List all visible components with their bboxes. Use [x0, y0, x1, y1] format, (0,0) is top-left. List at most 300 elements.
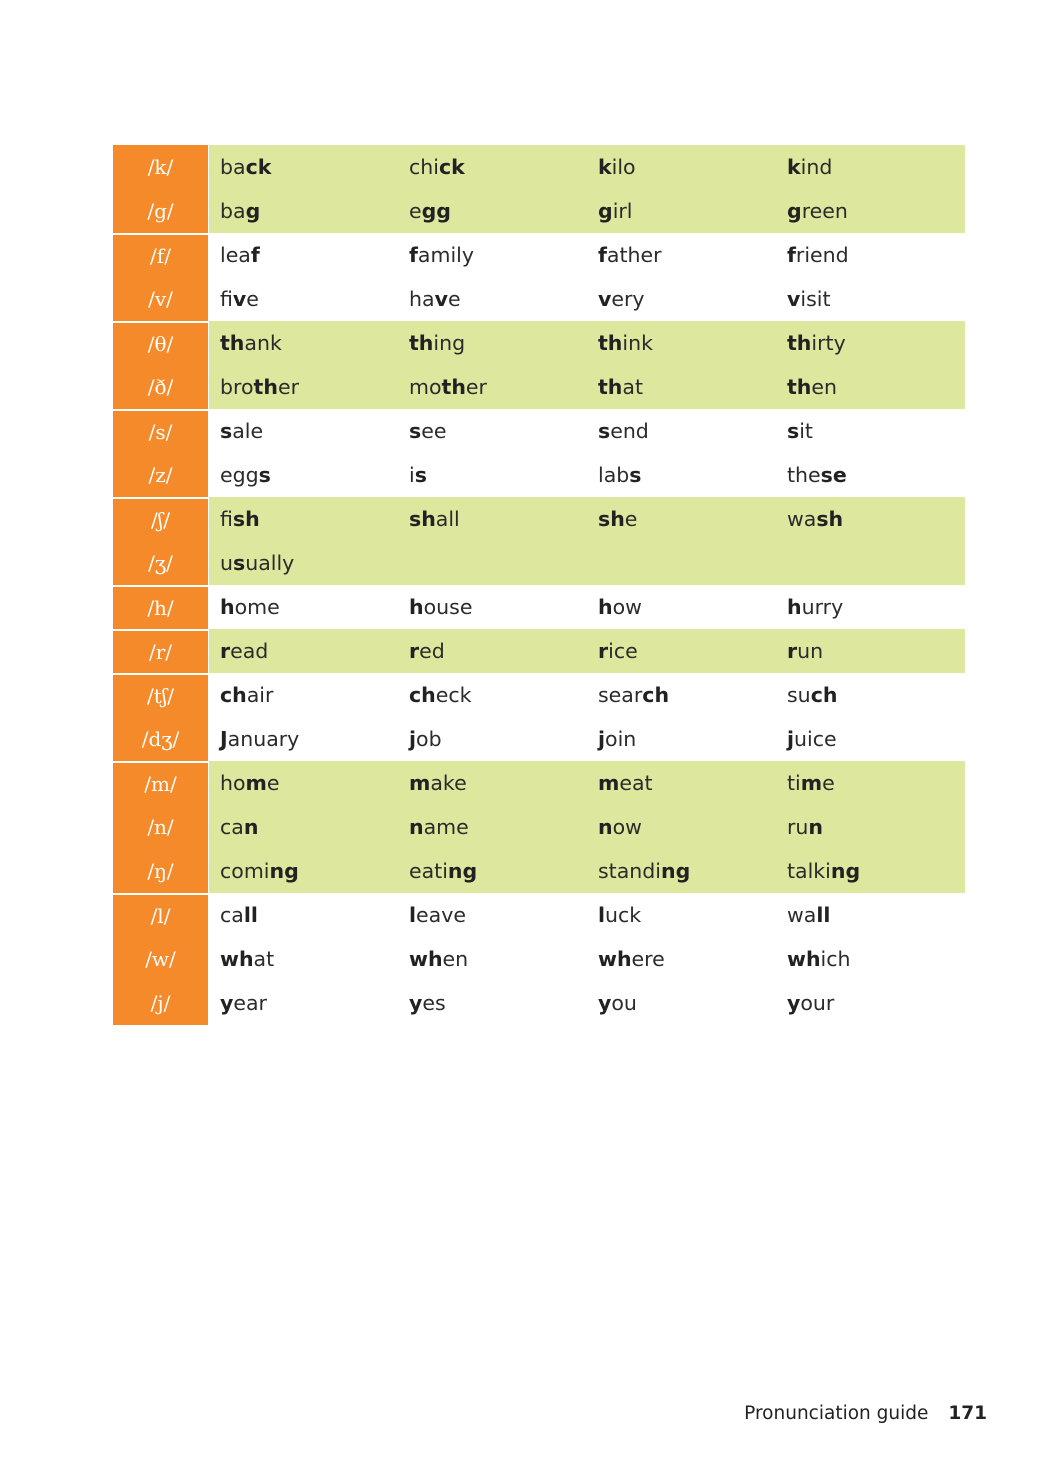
word-part: er — [465, 375, 487, 399]
highlighted-letters: gg — [421, 199, 451, 223]
example-word — [209, 409, 398, 453]
table-row — [113, 497, 964, 541]
highlighted-letters: ck — [438, 155, 465, 179]
word-part: bro — [220, 375, 254, 399]
footer-title: Pronunciation guide — [744, 1403, 929, 1424]
table-row — [113, 365, 964, 409]
example-word — [776, 365, 965, 409]
example-word — [587, 277, 776, 321]
highlighted-letters: l — [409, 903, 417, 927]
example-words — [209, 321, 965, 365]
highlighted-letters: r — [220, 639, 231, 663]
example-words — [209, 805, 965, 849]
word-part: ere — [631, 947, 665, 971]
highlighted-letters: s — [220, 419, 233, 443]
example-word — [209, 673, 398, 717]
word-part: en — [442, 947, 469, 971]
table-row — [113, 145, 964, 189]
table-row — [113, 981, 964, 1025]
highlighted-letters: s — [258, 463, 271, 487]
example-words — [209, 453, 965, 497]
word-part: uice — [794, 727, 837, 751]
highlighted-letters: f — [787, 243, 796, 267]
example-word — [587, 453, 776, 497]
highlighted-letters: v — [598, 287, 612, 311]
example-word — [209, 453, 398, 497]
word-part: our — [800, 991, 835, 1015]
word-part: ank — [244, 331, 282, 355]
highlighted-letters: h — [598, 595, 613, 619]
example-word — [776, 673, 965, 717]
word-part: eck — [435, 683, 472, 707]
highlighted-letters: y — [409, 991, 423, 1015]
highlighted-letters: th — [409, 331, 434, 355]
example-word — [587, 761, 776, 805]
word-part: end — [610, 419, 649, 443]
phoneme-symbol: /z/ — [113, 453, 208, 497]
highlighted-letters: wh — [220, 947, 254, 971]
example-word — [587, 145, 776, 189]
table-row — [113, 805, 964, 849]
table-row — [113, 321, 964, 365]
sound-group — [113, 629, 964, 673]
word-part: at — [253, 947, 275, 971]
word-part: fi — [220, 287, 233, 311]
example-word — [398, 409, 587, 453]
word-part: ear — [233, 991, 267, 1015]
highlighted-letters: n — [243, 815, 259, 839]
word-part: it — [799, 419, 813, 443]
word-part: ca — [220, 815, 244, 839]
example-words — [209, 145, 965, 189]
example-word — [209, 233, 398, 277]
word-part: urry — [801, 595, 844, 619]
highlighted-letters: ck — [245, 155, 272, 179]
word-part: ich — [820, 947, 851, 971]
word-part: ome — [234, 595, 280, 619]
example-word — [587, 365, 776, 409]
example-word — [776, 409, 965, 453]
example-word — [587, 233, 776, 277]
example-words — [209, 189, 965, 233]
word-part: comi — [220, 859, 270, 883]
example-word — [209, 717, 398, 761]
example-word — [398, 189, 587, 233]
example-word — [209, 145, 398, 189]
highlighted-letters: y — [598, 991, 612, 1015]
example-word — [209, 321, 398, 365]
highlighted-letters: th — [441, 375, 466, 399]
table-row — [113, 849, 964, 893]
highlighted-letters: sh — [409, 507, 436, 531]
highlighted-letters: h — [220, 595, 235, 619]
example-words — [209, 409, 965, 453]
highlighted-letters: r — [598, 639, 609, 663]
highlighted-letters: n — [409, 815, 424, 839]
example-words — [209, 761, 965, 805]
word-part: standi — [598, 859, 661, 883]
example-word — [209, 277, 398, 321]
example-words — [209, 893, 965, 937]
example-word — [209, 541, 398, 585]
table-row — [113, 409, 964, 453]
phoneme-symbol: /ð/ — [113, 365, 208, 409]
word-part: ing — [433, 331, 466, 355]
highlighted-letters: ch — [810, 683, 838, 707]
highlighted-letters: th — [598, 331, 623, 355]
phoneme-symbol: /θ/ — [113, 321, 208, 365]
word-part: ee — [421, 419, 447, 443]
word-part: eat — [619, 771, 653, 795]
example-words — [209, 277, 965, 321]
example-word — [776, 761, 965, 805]
example-word — [587, 981, 776, 1025]
example-word — [776, 145, 965, 189]
highlighted-letters: j — [787, 727, 795, 751]
highlighted-letters: j — [598, 727, 606, 751]
word-part: ually — [245, 551, 295, 575]
word-part: ob — [416, 727, 442, 751]
example-word — [776, 981, 965, 1025]
table-row — [113, 629, 964, 673]
word-part: i — [409, 463, 415, 487]
example-word — [587, 629, 776, 673]
word-part: e — [447, 287, 461, 311]
table-row — [113, 277, 964, 321]
example-word — [398, 541, 587, 585]
highlighted-letters: sh — [816, 507, 844, 531]
example-word — [776, 321, 965, 365]
example-words — [209, 365, 965, 409]
highlighted-letters: sh — [232, 507, 260, 531]
example-word — [209, 937, 398, 981]
word-part: chi — [409, 155, 439, 179]
example-words — [209, 717, 965, 761]
example-words — [209, 937, 965, 981]
example-word — [776, 541, 965, 585]
word-part: ti — [787, 771, 801, 795]
highlighted-letters: th — [598, 375, 623, 399]
example-word — [776, 453, 965, 497]
phoneme-symbol: /j/ — [113, 981, 208, 1025]
highlighted-letters: m — [598, 771, 620, 795]
highlighted-letters: th — [787, 331, 812, 355]
example-word — [398, 453, 587, 497]
table-row — [113, 673, 964, 717]
example-word — [398, 893, 587, 937]
example-word — [587, 673, 776, 717]
highlighted-letters: g — [245, 199, 261, 223]
word-part: talki — [787, 859, 831, 883]
table-row — [113, 717, 964, 761]
example-word — [398, 805, 587, 849]
sound-group — [113, 321, 964, 409]
example-word — [776, 893, 965, 937]
phoneme-symbol: /g/ — [113, 189, 208, 233]
word-part: e — [822, 771, 835, 795]
example-word — [398, 629, 587, 673]
sound-group — [113, 585, 964, 629]
highlighted-letters: s — [629, 463, 642, 487]
highlighted-letters: g — [787, 199, 802, 223]
example-word — [209, 585, 398, 629]
example-word — [587, 937, 776, 981]
phoneme-symbol: /r/ — [113, 629, 208, 673]
highlighted-letters: y — [787, 991, 801, 1015]
highlighted-letters: f — [409, 243, 418, 267]
example-words — [209, 233, 965, 277]
example-word — [587, 321, 776, 365]
phoneme-symbol: /s/ — [113, 409, 208, 453]
example-word — [587, 893, 776, 937]
table-row — [113, 937, 964, 981]
pronunciation-table — [113, 145, 964, 1025]
word-part: es — [422, 991, 446, 1015]
highlighted-letters: ll — [243, 903, 258, 927]
example-word — [398, 849, 587, 893]
example-word — [209, 189, 398, 233]
example-word — [587, 805, 776, 849]
example-word — [587, 189, 776, 233]
highlighted-letters: m — [245, 771, 267, 795]
highlighted-letters: r — [409, 639, 420, 663]
example-words — [209, 981, 965, 1025]
word-part: ink — [622, 331, 653, 355]
word-part: wa — [787, 903, 817, 927]
highlighted-letters: th — [220, 331, 245, 355]
example-word — [209, 629, 398, 673]
example-word — [209, 981, 398, 1025]
word-part: fi — [220, 507, 233, 531]
word-part: isit — [800, 287, 831, 311]
example-word — [587, 849, 776, 893]
example-word — [776, 849, 965, 893]
table-row — [113, 761, 964, 805]
highlighted-letters: g — [598, 199, 613, 223]
word-part: e — [266, 771, 280, 795]
example-word — [587, 717, 776, 761]
phoneme-symbol: /n/ — [113, 805, 208, 849]
highlighted-letters: h — [787, 595, 802, 619]
page-footer — [744, 1403, 987, 1424]
word-part: ind — [800, 155, 833, 179]
example-word — [587, 585, 776, 629]
sound-group — [113, 233, 964, 321]
word-part: amily — [417, 243, 474, 267]
example-word — [776, 233, 965, 277]
table-row — [113, 541, 964, 585]
example-word — [398, 761, 587, 805]
sound-group — [113, 497, 964, 585]
word-part: air — [246, 683, 274, 707]
example-word — [776, 805, 965, 849]
highlighted-letters: m — [409, 771, 431, 795]
table-row — [113, 893, 964, 937]
example-word — [587, 409, 776, 453]
word-part: en — [811, 375, 838, 399]
highlighted-letters: wh — [787, 947, 821, 971]
highlighted-letters: ng — [447, 859, 478, 883]
word-part: ead — [230, 639, 269, 663]
phoneme-symbol: /m/ — [113, 761, 208, 805]
word-part: at — [622, 375, 644, 399]
example-word — [398, 673, 587, 717]
example-word — [776, 277, 965, 321]
highlighted-letters: J — [220, 727, 228, 751]
table-row — [113, 233, 964, 277]
phoneme-symbol: /ŋ/ — [113, 849, 208, 893]
highlighted-letters: v — [787, 287, 801, 311]
highlighted-letters: j — [409, 727, 417, 751]
highlighted-letters: ng — [660, 859, 691, 883]
word-part: er — [277, 375, 299, 399]
highlighted-letters: ch — [409, 683, 436, 707]
phoneme-symbol: /ʃ/ — [113, 497, 208, 541]
word-part: ed — [419, 639, 445, 663]
example-words — [209, 585, 965, 629]
word-part: ale — [232, 419, 264, 443]
example-word — [398, 233, 587, 277]
word-part: uck — [605, 903, 642, 927]
phoneme-symbol: /h/ — [113, 585, 208, 629]
word-part: su — [787, 683, 811, 707]
example-word — [398, 937, 587, 981]
highlighted-letters: n — [808, 815, 824, 839]
word-part: eave — [416, 903, 466, 927]
word-part: ilo — [611, 155, 636, 179]
example-word — [209, 849, 398, 893]
highlighted-letters: ng — [830, 859, 861, 883]
example-word — [776, 497, 965, 541]
example-word — [776, 585, 965, 629]
sound-group — [113, 673, 964, 761]
example-word — [209, 497, 398, 541]
word-part: ba — [220, 199, 246, 223]
highlighted-letters: ch — [642, 683, 670, 707]
highlighted-letters: se — [820, 463, 847, 487]
word-part: e — [624, 507, 638, 531]
word-part: e — [246, 287, 259, 311]
highlighted-letters: sh — [598, 507, 625, 531]
example-word — [209, 893, 398, 937]
word-part: mo — [409, 375, 442, 399]
sound-group — [113, 409, 964, 497]
highlighted-letters: th — [787, 375, 812, 399]
word-part: riend — [795, 243, 849, 267]
highlighted-letters: y — [220, 991, 234, 1015]
highlighted-letters: th — [253, 375, 278, 399]
highlighted-letters: ng — [269, 859, 299, 883]
example-word — [398, 717, 587, 761]
example-word — [587, 541, 776, 585]
example-words — [209, 849, 965, 893]
example-words — [209, 629, 965, 673]
word-part: ba — [220, 155, 246, 179]
example-word — [398, 277, 587, 321]
highlighted-letters: s — [414, 463, 427, 487]
example-word — [587, 497, 776, 541]
example-word — [209, 805, 398, 849]
word-part: ho — [220, 771, 246, 795]
highlighted-letters: v — [232, 287, 247, 311]
word-part: lab — [598, 463, 630, 487]
word-part: ather — [606, 243, 662, 267]
word-part: e — [409, 199, 422, 223]
highlighted-letters: wh — [409, 947, 443, 971]
example-word — [209, 761, 398, 805]
highlighted-letters: s — [233, 551, 246, 575]
phoneme-symbol: /dʒ/ — [113, 717, 208, 761]
example-word — [398, 585, 587, 629]
word-part: ou — [611, 991, 637, 1015]
word-part: lea — [220, 243, 251, 267]
example-word — [398, 321, 587, 365]
word-part: reen — [801, 199, 848, 223]
phoneme-symbol: /k/ — [113, 145, 208, 189]
phoneme-symbol: /w/ — [113, 937, 208, 981]
example-words — [209, 497, 965, 541]
highlighted-letters: s — [598, 419, 611, 443]
word-part: ca — [220, 903, 244, 927]
word-part: anuary — [227, 727, 300, 751]
phoneme-symbol: /l/ — [113, 893, 208, 937]
example-word — [398, 365, 587, 409]
highlighted-letters: wh — [598, 947, 632, 971]
sound-group — [113, 761, 964, 893]
highlighted-letters: ch — [220, 683, 247, 707]
sound-group — [113, 145, 964, 233]
word-part: the — [787, 463, 821, 487]
sound-group — [113, 893, 964, 1025]
example-words — [209, 541, 965, 585]
table-row — [113, 453, 964, 497]
table-row — [113, 585, 964, 629]
word-part: ery — [611, 287, 645, 311]
word-part: u — [220, 551, 233, 575]
word-part: irl — [612, 199, 633, 223]
highlighted-letters: r — [787, 639, 798, 663]
highlighted-letters: s — [787, 419, 800, 443]
phoneme-symbol: /tʃ/ — [113, 673, 208, 717]
example-word — [776, 629, 965, 673]
word-part: irty — [811, 331, 846, 355]
word-part: ouse — [423, 595, 473, 619]
highlighted-letters: s — [409, 419, 422, 443]
highlighted-letters: m — [800, 771, 823, 795]
highlighted-letters: ll — [816, 903, 831, 927]
example-word — [398, 981, 587, 1025]
example-word — [776, 937, 965, 981]
highlighted-letters: n — [598, 815, 613, 839]
word-part: ow — [612, 815, 642, 839]
example-word — [209, 365, 398, 409]
highlighted-letters: h — [409, 595, 424, 619]
phoneme-symbol: /ʒ/ — [113, 541, 208, 585]
phoneme-symbol: /f/ — [113, 233, 208, 277]
word-part: sear — [598, 683, 643, 707]
phoneme-symbol: /v/ — [113, 277, 208, 321]
highlighted-letters: k — [787, 155, 801, 179]
word-part: ake — [430, 771, 467, 795]
example-word — [398, 145, 587, 189]
example-words — [209, 673, 965, 717]
word-part: all — [435, 507, 460, 531]
highlighted-letters: f — [598, 243, 607, 267]
word-part: ow — [612, 595, 642, 619]
word-part: egg — [220, 463, 259, 487]
example-word — [776, 717, 965, 761]
word-part: ru — [787, 815, 809, 839]
